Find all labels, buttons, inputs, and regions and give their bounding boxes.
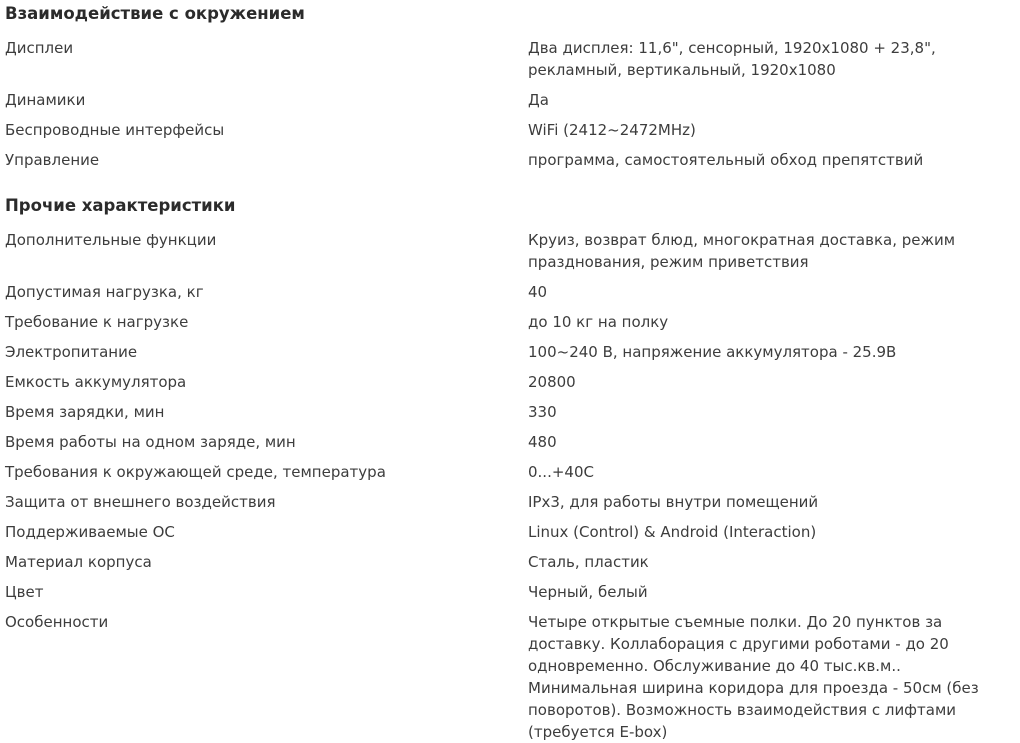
spec-value: 0...+40С bbox=[528, 463, 594, 481]
spec-label: Беспроводные интерфейсы bbox=[5, 121, 225, 139]
spec-value: Два дисплея: 11,6", сенсорный, 1920x1080 + 23,8", рекламный, вертикальный, 1920x1080 bbox=[528, 39, 936, 79]
spec-label: Цвет bbox=[5, 583, 44, 601]
spec-label: Время работы на одном заряде, мин bbox=[5, 433, 296, 451]
spec-value: Круиз, возврат блюд, многократная доставка, режим празднования, режим приветствия bbox=[528, 231, 956, 271]
spec-value: Сталь, пластик bbox=[528, 553, 649, 571]
spec-label: Поддерживаемые ОС bbox=[5, 523, 175, 541]
spec-label: Особенности bbox=[5, 613, 109, 631]
spec-value: Черный, белый bbox=[528, 583, 648, 601]
spec-value: Четыре открытые съемные полки. До 20 пунктов за доставку. Коллаборация с другими роботами - до 20 одновременно. Обслуживание до 40 тыс.кв.м.. Минимальная ширина коридора для проезда - 50см (без поворотов). Возможность взаимодействия с лифтами (требуется E-box) bbox=[528, 613, 979, 741]
spec-value: до 10 кг на полку bbox=[528, 313, 669, 331]
section-title: Прочие характеристики bbox=[5, 196, 236, 215]
spec-value: 480 bbox=[528, 433, 557, 451]
spec-value: 100~240 В, напряжение аккумулятора - 25.9В bbox=[528, 343, 897, 361]
spec-value: Да bbox=[528, 91, 549, 109]
spec-value: программа, самостоятельный обход препятствий bbox=[528, 151, 924, 169]
spec-label: Требование к нагрузке bbox=[5, 313, 189, 331]
spec-label: Дополнительные функции bbox=[5, 231, 217, 249]
spec-label: Дисплеи bbox=[5, 39, 74, 57]
spec-label: Время зарядки, мин bbox=[5, 403, 165, 421]
spec-value: WiFi (2412~2472MHz) bbox=[528, 121, 696, 139]
spec-value: 330 bbox=[528, 403, 557, 421]
spec-label: Управление bbox=[5, 151, 100, 169]
spec-value: IPx3, для работы внутри помещений bbox=[528, 493, 819, 511]
spec-label: Допустимая нагрузка, кг bbox=[5, 283, 204, 301]
spec-label: Электропитание bbox=[5, 343, 138, 361]
spec-label: Емкость аккумулятора bbox=[5, 373, 187, 391]
spec-value: Linux (Control) & Android (Interaction) bbox=[528, 523, 817, 541]
spec-label: Динамики bbox=[5, 91, 86, 109]
spec-value: 20800 bbox=[528, 373, 576, 391]
spec-value: 40 bbox=[528, 283, 548, 301]
spec-label: Материал корпуса bbox=[5, 553, 152, 571]
section-title: Взаимодействие с окружением bbox=[5, 4, 305, 23]
spec-label: Защита от внешнего воздействия bbox=[5, 493, 276, 511]
spec-label: Требования к окружающей среде, температура bbox=[5, 463, 386, 481]
